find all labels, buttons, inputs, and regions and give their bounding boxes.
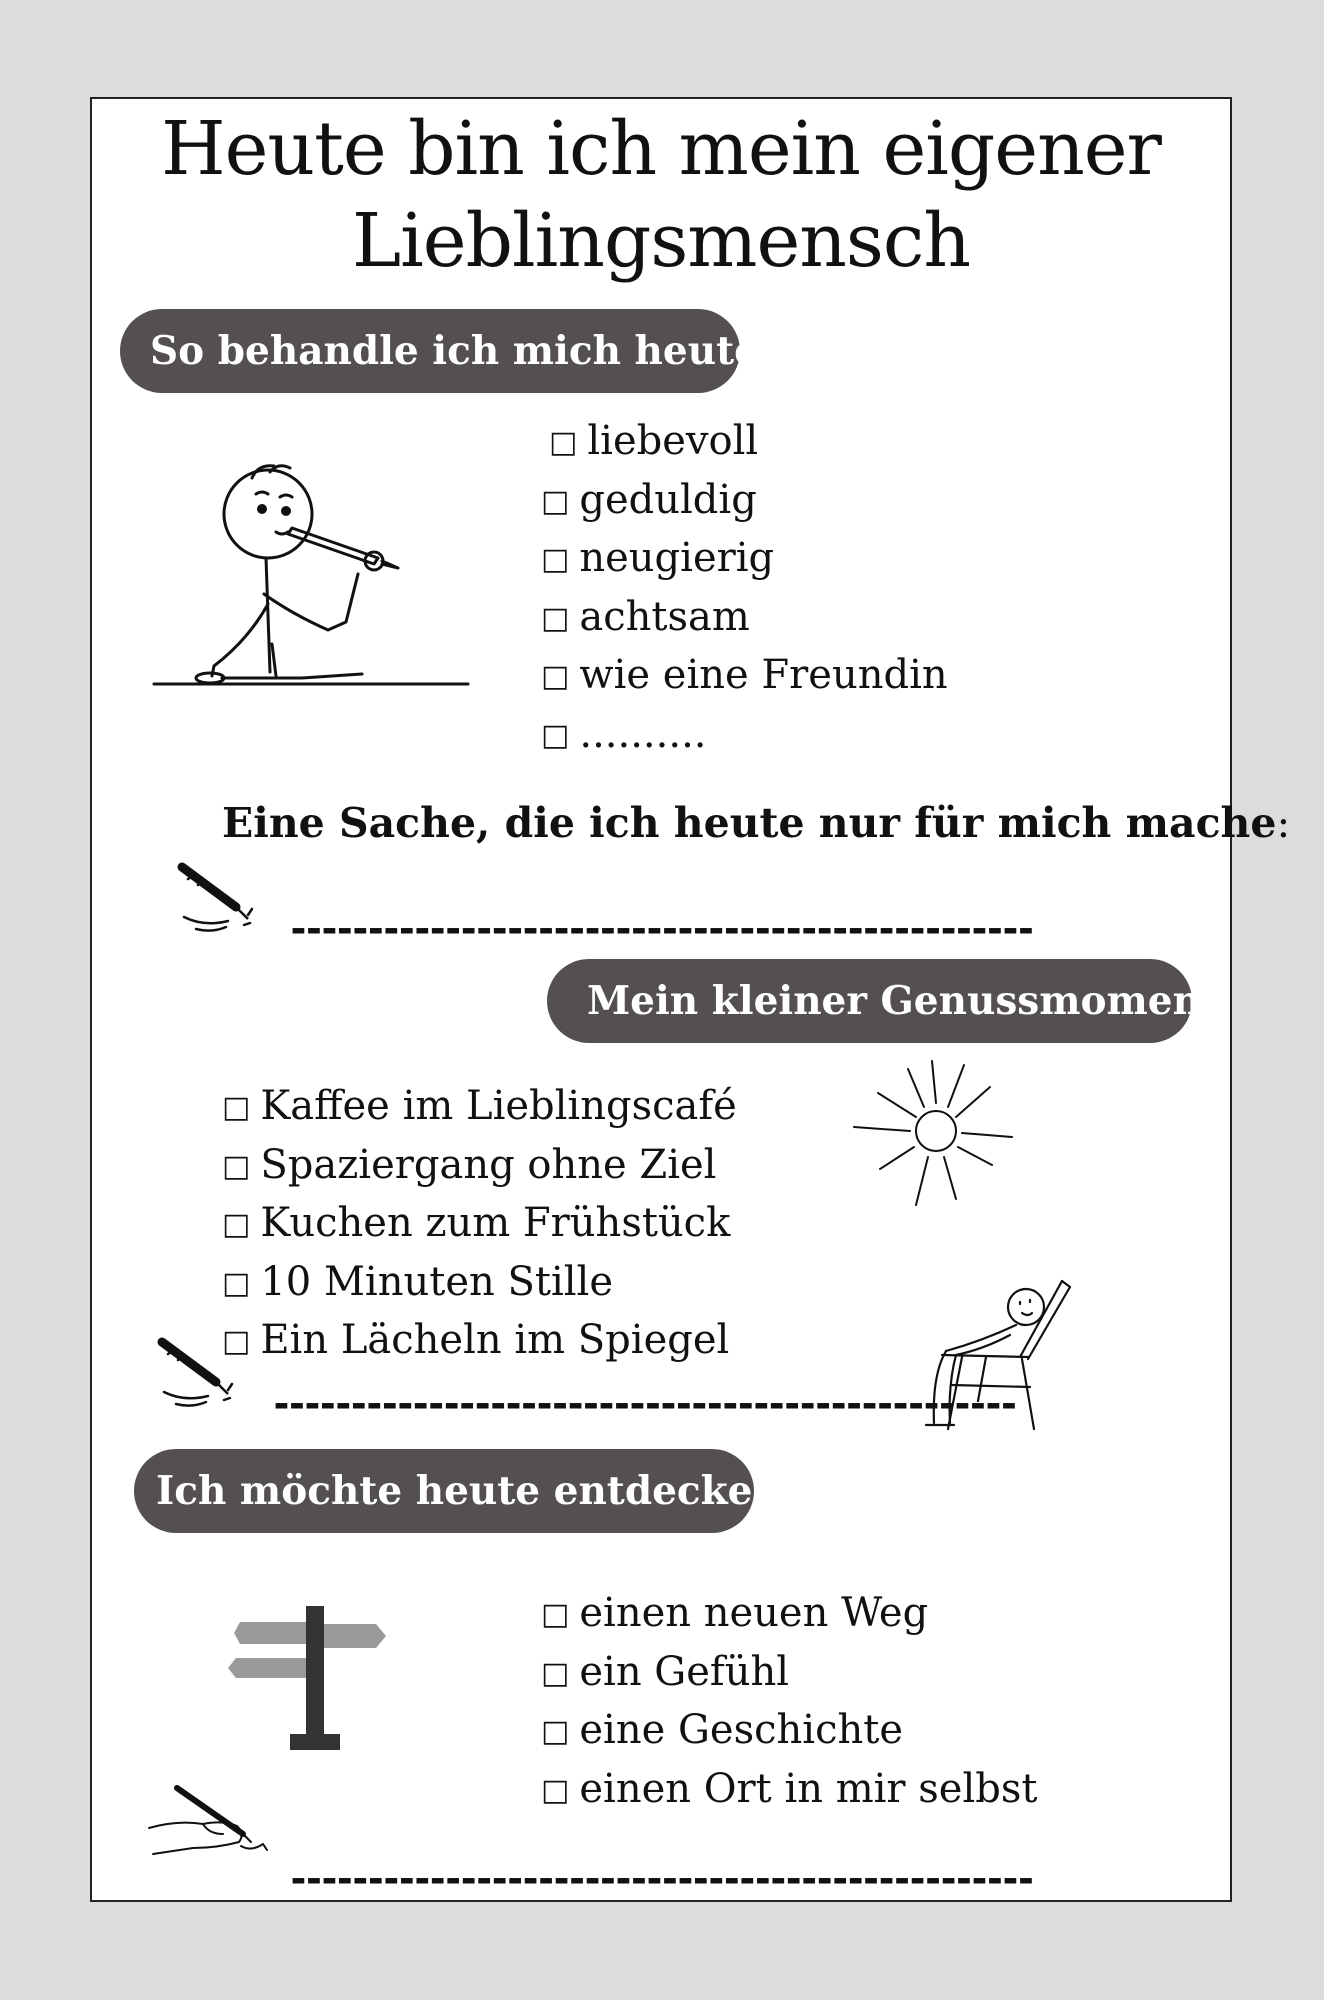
checkbox-icon[interactable]: □	[541, 542, 570, 577]
treat-options-list	[541, 412, 948, 763]
checkbox-icon[interactable]: □	[541, 1655, 570, 1691]
option-geduldig[interactable]: □ geduldig	[541, 476, 757, 523]
checkbox-icon[interactable]: □	[222, 1148, 251, 1184]
checkbox-icon[interactable]: □	[541, 659, 570, 694]
option-ort-in-mir[interactable]: □ einen Ort in mir selbst	[541, 1765, 1038, 1812]
option-neuer-weg[interactable]: □ einen neuen Weg	[541, 1590, 929, 1636]
writing-hand-icon	[147, 1784, 277, 1864]
section-heading-enjoyment: Mein kleiner Genussmoment:	[547, 959, 1192, 1043]
option-kuchen[interactable]: □ Kuchen zum Frühstück	[222, 1200, 731, 1246]
checkbox-icon[interactable]: □	[541, 483, 570, 519]
discover-options-list	[541, 1584, 1037, 1818]
fountain-pen-icon	[174, 859, 264, 939]
checkbox-icon[interactable]: □	[222, 1265, 251, 1301]
option-wie-eine-freundin[interactable]: □ wie eine Freundin	[541, 652, 948, 698]
checkbox-icon[interactable]: □	[541, 1597, 570, 1632]
option-achtsam[interactable]: □ achtsam	[541, 593, 750, 640]
checkbox-icon[interactable]: □	[222, 1207, 251, 1242]
title-line-2: Lieblingsmensch	[351, 198, 970, 284]
checkbox-icon[interactable]: □	[541, 600, 570, 636]
option-spaziergang[interactable]: □ Spaziergang ohne Ziel	[222, 1141, 717, 1188]
checkbox-icon[interactable]: □	[222, 1090, 251, 1125]
option-custom[interactable]: □ ..........	[541, 710, 707, 757]
thinking-stick-figure-icon	[152, 454, 482, 694]
option-liebevoll[interactable]: □ liebevoll	[549, 418, 759, 464]
option-laecheln[interactable]: □ Ein Lächeln im Spiegel	[222, 1317, 730, 1363]
page-title	[92, 103, 1230, 287]
section-heading-treat-myself: So behandle ich mich heute:	[120, 309, 740, 393]
prompt-one-thing-for-me: Eine Sache, die ich heute nur für mich mache:	[222, 799, 1291, 847]
checkbox-icon[interactable]: □	[541, 717, 570, 753]
checkbox-icon[interactable]: □	[222, 1324, 251, 1359]
write-line-2[interactable]: ------------------------------------------------	[270, 1382, 1013, 1426]
sun-icon	[852, 1059, 1022, 1209]
checkbox-icon[interactable]: □	[541, 1772, 570, 1808]
option-stille[interactable]: □ 10 Minuten Stille	[222, 1258, 613, 1305]
section-heading-discover: Ich möchte heute entdecken...	[134, 1449, 754, 1533]
write-line-1[interactable]: ------------------------------------------------	[287, 907, 1030, 951]
write-line-3[interactable]: ------------------------------------------------	[287, 1857, 1030, 1901]
option-kaffee[interactable]: □ Kaffee im Lieblingscafé	[222, 1083, 737, 1129]
fountain-pen-icon	[154, 1334, 244, 1414]
enjoyment-options-list	[222, 1077, 737, 1370]
signpost-icon	[240, 1604, 390, 1754]
option-neugierig[interactable]: □ neugierig	[541, 535, 775, 581]
worksheet-page	[90, 97, 1291, 1902]
option-gefuehl[interactable]: □ ein Gefühl	[541, 1648, 790, 1695]
checkbox-icon[interactable]: □	[549, 425, 578, 460]
option-geschichte[interactable]: □ eine Geschichte	[541, 1707, 903, 1753]
checkbox-icon[interactable]: □	[541, 1714, 570, 1749]
title-line-1: Heute bin ich mein eigener	[161, 106, 1161, 192]
